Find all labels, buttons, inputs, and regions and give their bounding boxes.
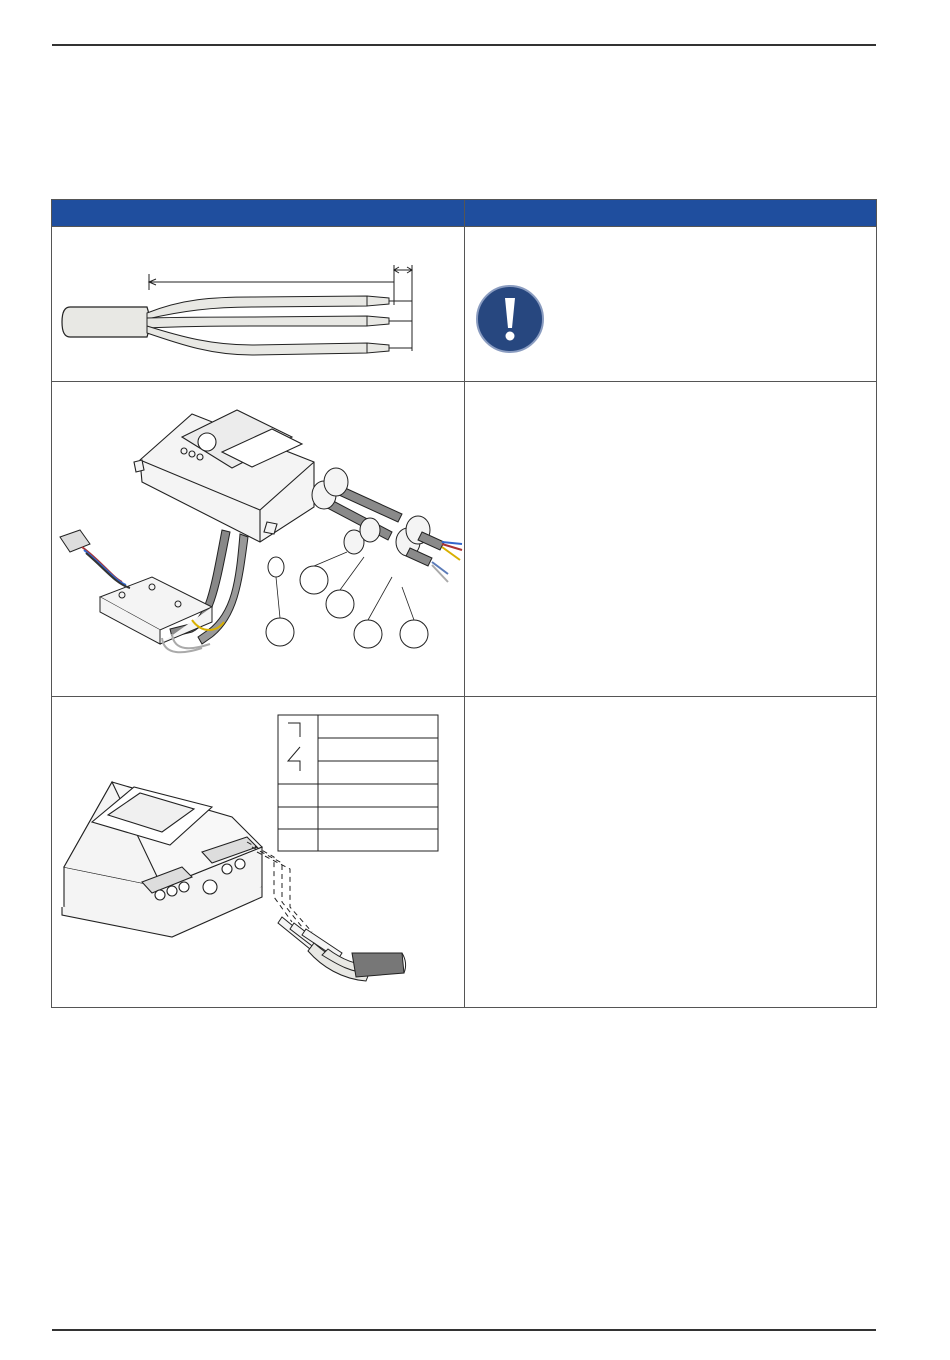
figure-cell (52, 227, 465, 382)
instruction-table (51, 199, 877, 1008)
table-row (52, 697, 877, 1008)
header-rule (52, 44, 876, 46)
exclamation-icon (475, 284, 545, 354)
instruction-cell (465, 227, 877, 382)
figure-cell (52, 382, 465, 697)
footer-rule (52, 1329, 876, 1331)
header-cell-figure (52, 200, 465, 227)
header-cell-instruction (465, 200, 877, 227)
table-row (52, 227, 877, 382)
terminal-block-wiring-icon (52, 697, 464, 1007)
table-row (52, 382, 877, 697)
instruction-cell (465, 382, 877, 697)
figure-cell (52, 697, 465, 1008)
cable-gland-assembly-icon (52, 382, 464, 696)
instruction-cell (465, 697, 877, 1008)
wire-stripping-dimension-icon (52, 227, 464, 381)
table-header-row (52, 200, 877, 227)
